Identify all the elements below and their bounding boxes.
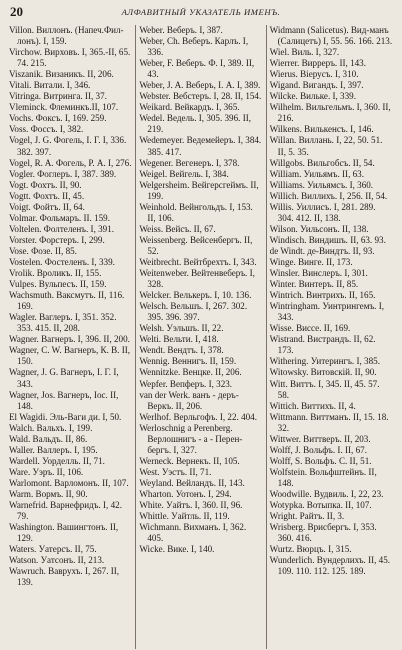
index-entry: William. Уильямъ. II, 63. (269, 168, 364, 179)
index-entry: Voss. Фоссъ. I, 382. (9, 124, 84, 135)
index-entry: El Wagidi. Эль-Ваги ди. I, 50. (9, 411, 122, 422)
index-entry: Wegener. Вегенеръ. I, 378. (139, 157, 240, 168)
index-entry: Wintrich. Винтрихъ. II, 165. (269, 290, 376, 301)
index-entry: Vogler. Фоглеръ. I, 387. 389. (9, 168, 117, 179)
index-entry: White. Уайтъ. I, 360. II, 96. (139, 500, 243, 511)
index-entry: Wittmann. Виттманъ. II, 15. 18. 32. (269, 411, 389, 433)
index-entry: Wilhelm. Вильгельмъ. I, 360. II, 216. (269, 102, 391, 124)
index-entry: Wierus. Віерусъ. I, 310. (269, 69, 359, 80)
index-entry: Willan. Виллань. I, 22, 50. 51. II, 5. 35. (269, 135, 383, 157)
index-entry: Wierrer. Вирреръ. II, 143. (269, 58, 366, 69)
index-entry: Wedel. Ведель. I, 305. 396. II, 219. (139, 113, 252, 135)
index-entry: Welcker. Велькеръ. I, 10. 136. (139, 290, 252, 301)
index-entry: Wardell. Уорделль. II, 71. (9, 455, 105, 466)
index-entry: Willgobs. Вильгобсъ. II, 54. (269, 157, 375, 168)
page-number: 20 (10, 4, 23, 19)
index-entry: Vogt. Фохтъ. II, 90. (9, 179, 82, 190)
index-entry: Vorster. Форстеръ. I, 299. (9, 234, 105, 245)
index-entry: Weinhold. Вейнгольдъ. I, 153. II, 106. (139, 201, 253, 223)
index-entry: Wunderlich. Вундерлихъ. II, 45. 109. 110. 112. 125. 189. (269, 555, 391, 577)
index-entry: Walch. Вальхъ. I, 199. (9, 422, 93, 433)
index-entry: Wittich. Виттихъ. II, 4. (269, 400, 356, 411)
index-column-3 (266, 25, 396, 649)
index-entry: Widmann (Salicetus). Вид-манъ (Салицетъ) I, 55. 56. 166. 213. (269, 25, 393, 47)
index-entry: Wagner, C. W. Вагнеръ, К. В. II, 150. (9, 345, 131, 367)
index-entry: Wilkens. Вилькенсъ. I, 146. (269, 124, 374, 135)
index-entry: Weitenweber. Вейтенвеберъ. I, 328. (139, 268, 255, 290)
index-entry: Wolff, J. Вольфъ. I. II, 67. (269, 444, 367, 455)
page-header (6, 4, 396, 22)
index-entry: Vrolik. Вроликъ. II, 155. (9, 268, 102, 279)
index-column-2 (135, 25, 265, 649)
index-entry: Wigand. Вигандъ. I, 397. (269, 80, 364, 91)
index-entry: Whittle. Уайтль. II, 119. (139, 511, 230, 522)
index-entry: Weitbrecht. Вейтбрехтъ. I, 343. (139, 256, 257, 267)
index-entry: Welsh. Уэльшъ. II, 22. (139, 323, 224, 334)
index-entry: Wintringham. Уинтрингемъ. I, 343. (269, 301, 385, 323)
index-entry: Wepfer. Вепферъ. I, 323. (139, 378, 233, 389)
index-entry: Wrisberg. Врисбергъ. I, 353. 360. 416. (269, 522, 377, 544)
index-entry: Wennitzke. Венцке. II, 206. (139, 367, 242, 378)
index-entry: Warm. Вормъ. II, 90. (9, 488, 88, 499)
index-entry: Watson. Уатсонъ. II, 213. (9, 555, 105, 566)
index-entry: Washington. Вашингтонъ. II, 129. (9, 522, 119, 544)
index-entry: Wilson. Уильсонъ. II, 138. (269, 223, 369, 234)
index-entry: Willis. Уиллисъ. I, 281. 289. 304. 412. II, 138. (269, 201, 376, 223)
index-entry: Wolfstein. Вольфштейнъ. II, 148. (269, 466, 377, 488)
index-entry: West. Уэстъ. II, 71. (139, 466, 212, 477)
index-entry: de Windt. де-Виндтъ. II, 93. (269, 245, 375, 256)
index-entry: Wagler. Ваглеръ. I, 351. 352. 353. 415. II, 208. (9, 312, 117, 334)
running-title: АЛФАВИТНЫЙ УКАЗАТЕЛЬ ИМЕНЪ. (121, 7, 281, 17)
index-entry: Wistrand. Вистрандъ. II, 62. 173. (269, 334, 376, 356)
index-entry: Wharton. Уотонъ. I, 294. (139, 488, 232, 499)
index-entry: Werloschnig a Perenberg. Верлошнигъ - а - Перен-бергъ. I, 327. (139, 422, 243, 455)
index-entry: Wurtz. Вюрцъ. I, 315. (269, 544, 352, 555)
index-entry: Welgersheim. Вейгерсгеймъ. II, 199. (139, 179, 259, 201)
index-entry: Wachsmuth. Ваксмутъ. II, 116. 169. (9, 290, 125, 312)
index-entry: Winter. Винтеръ. II, 85. (269, 279, 359, 290)
index-entry: Weissenberg. Вейсенбергъ. II, 52. (139, 234, 253, 256)
index-entry: Withering. Уитерингъ. I, 385. (269, 356, 380, 367)
index-entry: Vitali. Витали. I, 346. (9, 80, 91, 91)
index-entry: Wagner, Jos. Вагнеръ, Ioc. II, 148. (9, 389, 119, 411)
index-columns (6, 25, 396, 649)
index-entry: Winsler. Винслеръ. I, 301. (269, 268, 368, 279)
index-entry: Wiel. Виль. I, 327. (269, 47, 340, 58)
index-entry: Wichmann. Вихманъ. I, 362. 405. (139, 522, 247, 544)
index-entry: Voltelen. Фолтеленъ. I, 391. (9, 223, 115, 234)
index-entry: Wedemeyer. Ведемейеръ. I, 384. 385. 417. (139, 135, 262, 157)
index-entry: Weber, F. Веберъ. Ф. I, 389. II, 43. (139, 58, 255, 80)
index-entry: Wagner. Вагнеръ. I, 396. II, 200. (9, 334, 130, 345)
index-entry: Wald. Вальдъ. II, 86. (9, 433, 88, 444)
index-entry: Weikard. Вейкардъ. I, 365. (139, 102, 240, 113)
index-entry: Webster. Вебстеръ. I, 28. II, 154. (139, 91, 262, 102)
index-entry: Wisse. Виссе. II, 169. (269, 323, 351, 334)
index-entry: Weigel. Вейгель. I, 384. (139, 168, 229, 179)
index-entry: Warlomont. Варломонъ. II, 107. (9, 477, 129, 488)
index-column-1 (6, 25, 135, 649)
index-entry: Weber, Ch. Веберъ. Карлъ. I, 336. (139, 36, 249, 58)
index-entry: Werneck. Вернекъ. II, 105. (139, 455, 240, 466)
index-entry: Vogtt. Фохтъ. II, 45. (9, 190, 85, 201)
index-entry: Volmar. Фольмаръ. II. 159. (9, 212, 110, 223)
index-entry: Woodwille. Вудвиль. I, 22, 23. (269, 488, 384, 499)
index-entry: Vogel, J. G. Фогель, I. Г. I, 336. 382. 397. (9, 135, 127, 157)
index-entry: Wilcke. Вильке. I, 339. (269, 91, 356, 102)
index-entry: Weyland. Вейландъ. II, 143. (139, 477, 245, 488)
index-entry: Willich. Виллихъ. I, 256. II, 54. (269, 190, 388, 201)
index-entry: Vostelen. Фостеленъ. I, 339. (9, 256, 115, 267)
index-entry: Waller. Валлеръ. I, 195. (9, 444, 98, 455)
index-entry: Viszanik. Визаникъ. II, 206. (9, 69, 114, 80)
index-entry: Wicke. Вике. I, 140. (139, 544, 215, 555)
index-entry: Wright. Райтъ. II, 3. (269, 511, 345, 522)
index-entry: Villon. Виллонъ. (Напеч.Фил-лонъ). I, 159. (9, 25, 124, 47)
index-entry: Windisch. Виндишъ. II, 63. 93. (269, 234, 386, 245)
index-entry: Weiss. Вейсъ. II, 67. (139, 223, 216, 234)
index-entry: Wawruch. Ваврухъ. I, 267. II, 139. (9, 566, 120, 588)
index-entry: Wendt. Вендтъ. I, 378. (139, 345, 224, 356)
index-entry: Weber. Веберъ. I, 387. (139, 25, 223, 35)
index-entry: Wennig. Веннигъ. II, 159. (139, 356, 237, 367)
index-entry: Wittwer. Виттверъ. II, 203. (269, 433, 371, 444)
index-entry: Wagner, J. G. Вагнеръ, I. Г. I, 343. (9, 367, 119, 389)
index-entry: Winge. Винге. II, 173. (269, 256, 353, 267)
index-entry: Waters. Уатерсъ. II, 75. (9, 544, 97, 555)
index-entry: Witt. Виттъ. I, 345. II, 45. 57. 58. (269, 378, 380, 400)
index-entry: van der Werk. ванъ - деръ-Веркъ. II, 206. (139, 389, 239, 411)
index-entry: Vulpes. Вульпесъ. II, 159. (9, 279, 107, 290)
index-entry: Vleminck. Флеминкъ.II, 107. (9, 102, 119, 113)
index-entry: Wolff, S. Вольфъ. С. II, 51. (269, 455, 372, 466)
index-entry: Weber, J. A. Веберъ, I. А. I, 389. (139, 80, 261, 91)
index-entry: Welti. Вельти. I, 418. (139, 334, 219, 345)
index-entry: Williams. Уильямсъ. I, 360. (269, 179, 374, 190)
index-entry: Vochs. Фоксъ. I, 169. 259. (9, 113, 107, 124)
index-entry: Ware. Уэръ. II, 106. (9, 466, 84, 477)
index-entry: Voigt. Фойтъ. II, 64. (9, 201, 85, 212)
index-entry: Vose. Фозе. II, 85. (9, 245, 77, 256)
index-entry: Wotypka. Вотыпка. II, 107. (269, 500, 372, 511)
index-entry: Warnefrid. Варнефридъ. I, 42. 79. (9, 500, 122, 522)
index-entry: Werlhof. Верльгофъ. I, 22. 404. (139, 411, 257, 422)
index-entry: Witowsky. Витовскій. II, 90. (269, 367, 377, 378)
index-entry: Vogel, R. A. Фогель, Р. А. I, 276. (9, 157, 132, 168)
index-entry: Virchow. Вирховъ. I, 365.-II, 65. 74. 215. (9, 47, 131, 69)
index-entry: Vitringa. Витринга. II, 37. (9, 91, 107, 102)
index-entry: Welsch. Вельшъ. I, 267. 302. 395. 396. 397. (139, 301, 248, 323)
